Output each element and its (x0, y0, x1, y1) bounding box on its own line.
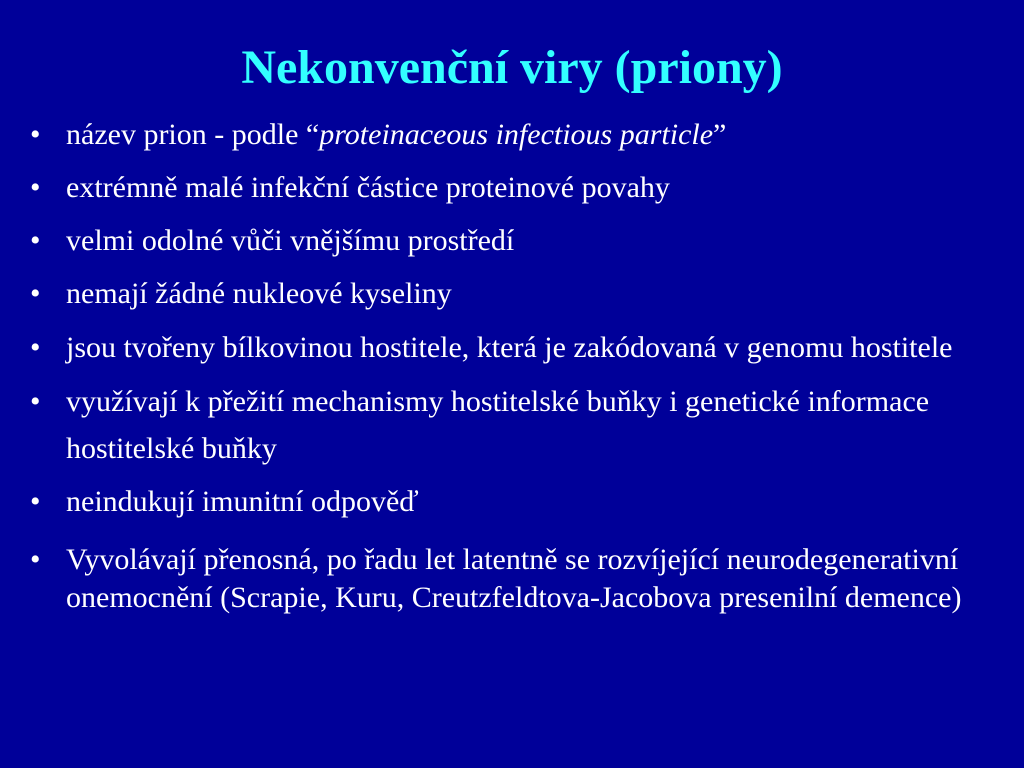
bullet-text: velmi odolné vůči vnějšímu prostředí (66, 224, 515, 257)
bullet-text-post: ” (713, 118, 727, 151)
bullet-item-immune (30, 479, 990, 525)
bullet-item-nucleic-acids (30, 271, 990, 317)
bullet-list (30, 112, 990, 624)
bullet-icon: • (30, 224, 41, 257)
bullet-item-size (30, 165, 990, 211)
bullet-text-italic: proteinaceous infectious particle (319, 118, 714, 151)
bullet-icon: • (30, 171, 41, 204)
bullet-item-survival (30, 378, 990, 472)
bullet-icon: • (30, 118, 41, 151)
bullet-item-prion-name (30, 112, 990, 158)
bullet-icon: • (30, 543, 41, 576)
bullet-icon: • (30, 331, 41, 364)
bullet-icon: • (30, 485, 41, 518)
bullet-icon: • (30, 277, 41, 310)
bullet-item-resistance (30, 218, 990, 264)
bullet-item-host-protein (30, 324, 990, 371)
bullet-text: extrémně malé infekční částice proteinové povahy (66, 171, 670, 204)
bullet-text: využívají k přežití mechanismy hostitelské buňky i genetické informace hostitelské buňky (66, 385, 930, 465)
slide-title: Nekonvenční viry (priony) (241, 41, 783, 94)
bullet-text: jsou tvořeny bílkovinou hostitele, která je zakódovaná v genomu hostitele (66, 331, 953, 364)
bullet-text: neindukují imunitní odpověď (66, 485, 419, 518)
bullet-text: Vyvolávají přenosná, po řadu let latentně se rozvíjející neurodegenerativní onemocnění (Scrapie, Kuru, Creutzfeldtova-Jacobova presenilní demence) (66, 543, 962, 614)
bullet-text-pre: název prion - podle “ (66, 118, 320, 151)
bullet-icon: • (30, 385, 41, 418)
bullet-text: nemají žádné nukleové kyseliny (66, 277, 452, 310)
bullet-item-diseases (30, 541, 990, 617)
